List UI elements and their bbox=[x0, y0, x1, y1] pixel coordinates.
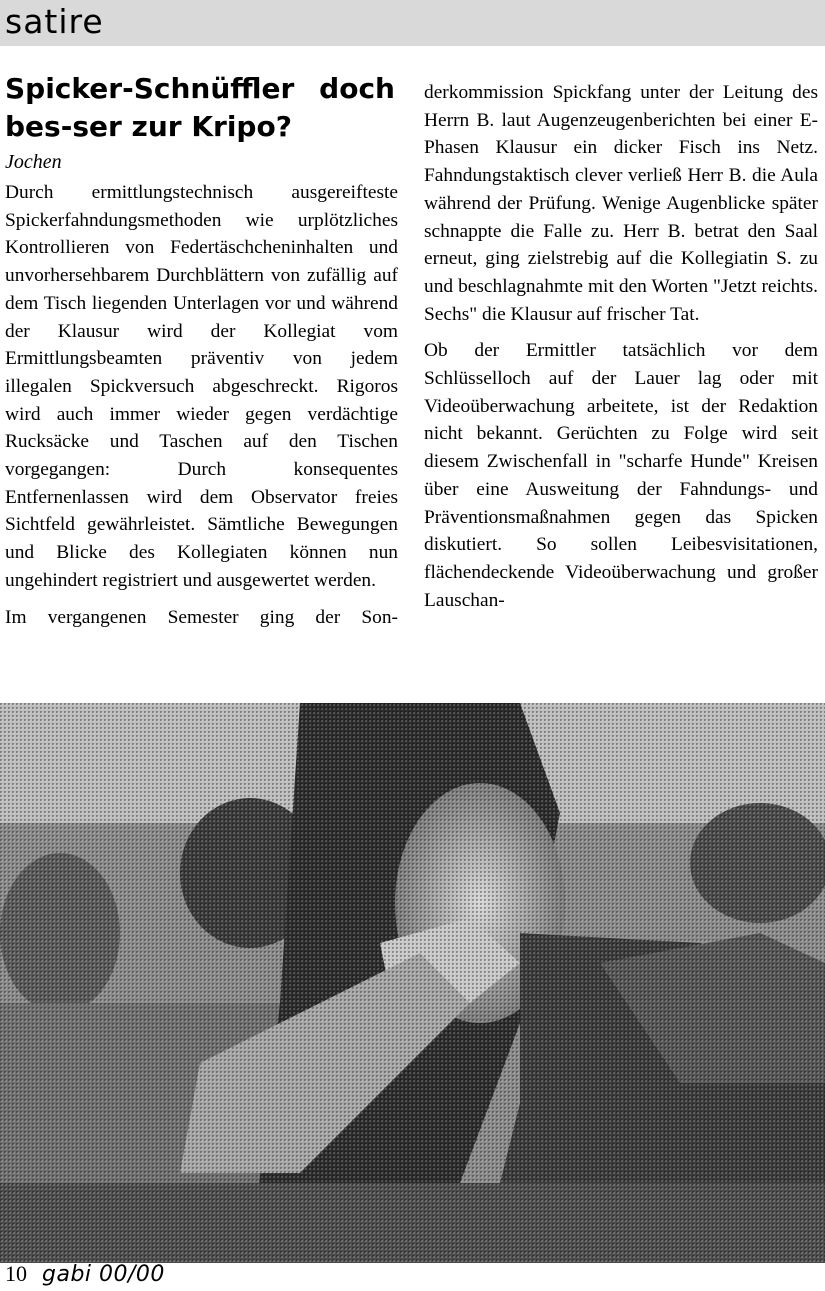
halftone-photo-illustration bbox=[0, 703, 825, 1263]
article-headline: Spicker-Schnüffler doch bes-ser zur Kripo? bbox=[5, 72, 395, 143]
article-paragraph: Ob der Ermittler tatsächlich vor dem Schlüsselloch auf der Lauer lag oder mit Videoüberwachung arbeitete, ist der Redaktion nicht bekannt. Gerüchten zu Folge wird seit diesem Zwischenfall in "scharfe Hunde" Kreisen über eine Ausweitung der Fahndungs- und Präventionsmaßnahmen gegen das Spicken diskutiert. So sollen Leibesvisitationen, flächendeckende Videoüberwachung und großer Lauschan- bbox=[424, 340, 818, 611]
page-number: 10 bbox=[5, 1261, 27, 1286]
article-column-left bbox=[5, 179, 398, 631]
page-footer bbox=[5, 1260, 165, 1290]
section-header-bar bbox=[0, 0, 825, 46]
article-author: Jochen bbox=[5, 151, 62, 173]
section-label: satire bbox=[5, 2, 104, 41]
article-photo bbox=[0, 703, 825, 1263]
publication-name: gabi 00/00 bbox=[42, 1262, 165, 1287]
article-paragraph: Durch ermittlungstechnisch ausgereifteste Spickerfahndungsmethoden wie urplötzliches Kontrollieren von Federtäschcheninhalten und unvorhersehbarem Durchblättern von zufällig auf dem Tisch liegenden Unterlagen vor und während der Klausur wird der Kollegiat vom Ermittlungsbeamten präventiv von jedem illegalen Spickversuch abgeschreckt. Rigoros wird auch immer wieder gegen verdächtige Rucksäcke und Taschen auf den Tischen vorgegangen: Durch konsequentes Entfernenlassen wird dem Observator freies Sichtfeld gewährleistet. Sämtliche Bewegungen und Blicke des Kollegiaten können nun ungehindert registriert und ausgewertet werden. bbox=[5, 182, 398, 591]
article-paragraph: derkommission Spickfang unter der Leitung des Herrn B. laut Augenzeugenberichten bei einer E-Phasen Klausur ein dicker Fisch ins Netz. Fahndungstaktisch clever verließ Herr B. die Aula während der Prüfung. Wenige Augenblicke später schnappte die Falle zu. Herr B. betrat den Saal erneut, ging zielstrebig auf die Kollegiatin S. zu und beschlagnahmte mit den Worten "Jetzt reichts. Sechs" die Klausur auf frischer Tat. bbox=[424, 82, 818, 325]
article-column-right bbox=[424, 79, 818, 614]
article-paragraph: Im vergangenen Semester ging der Son- bbox=[5, 606, 398, 628]
